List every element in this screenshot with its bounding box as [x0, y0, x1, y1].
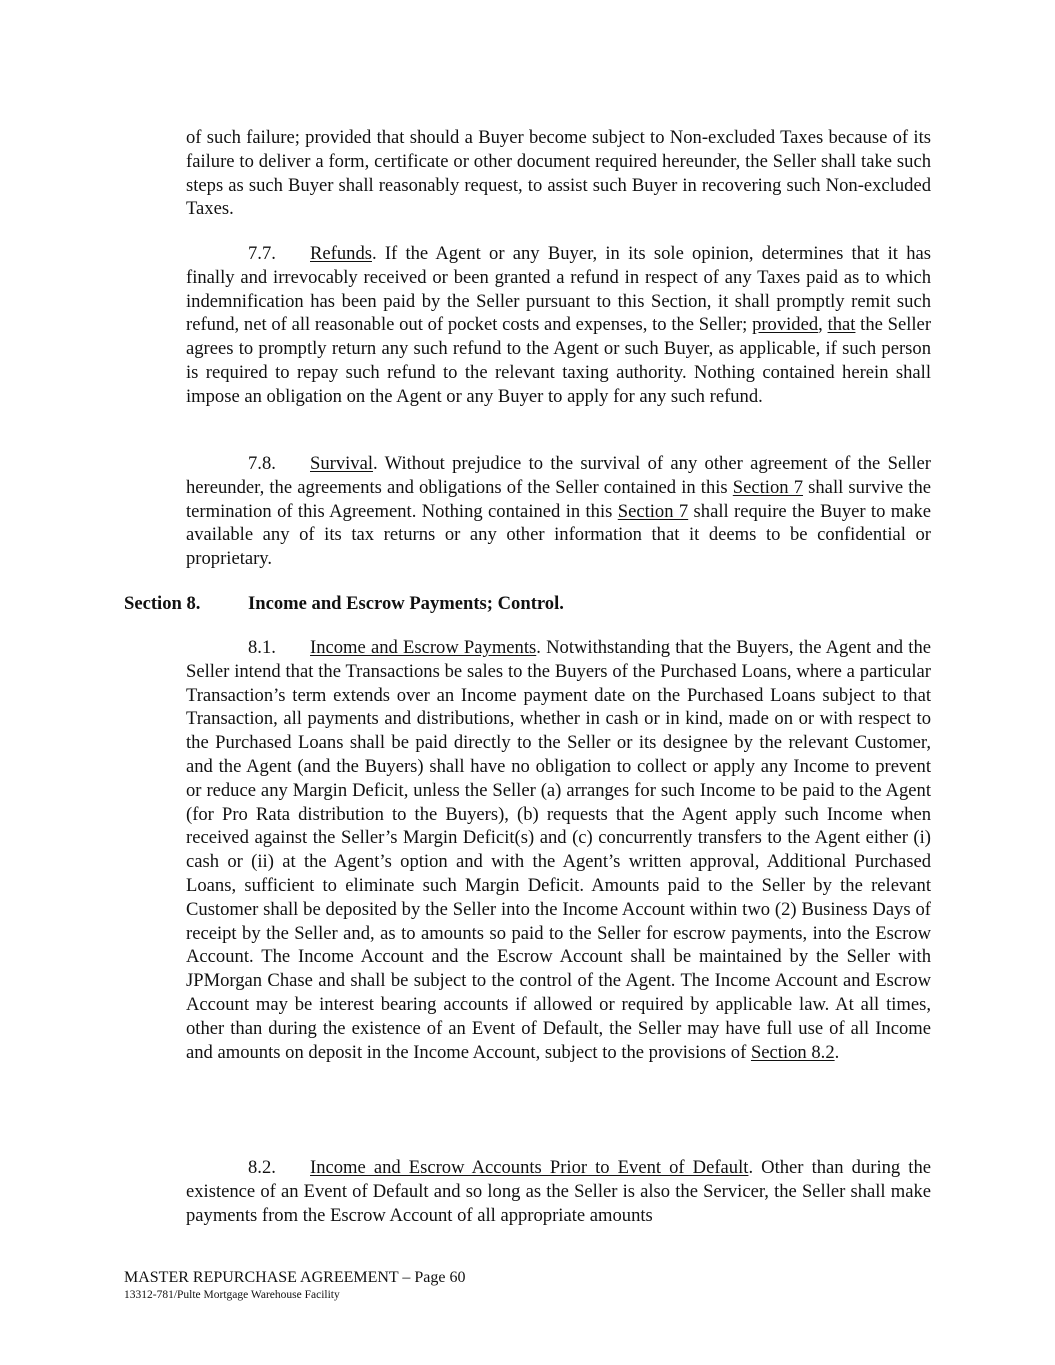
provided-term: provided: [752, 314, 819, 336]
section-7-7-title: Refunds: [310, 243, 372, 264]
footer-document-ref: 13312-781/Pulte Mortgage Warehouse Facility: [124, 1289, 340, 1301]
section-7-8-title: Survival: [310, 453, 374, 474]
section-8-2-title: Income and Escrow Accounts Prior to Event of Default: [310, 1157, 749, 1178]
section-8-1-number: 8.1.: [248, 637, 276, 658]
section-8-2: 8.2. Income and Escrow Accounts Prior to Event of Default. Other than during the existence of an Event of Default and so long as the Seller is also the Servicer, the Seller shall make payments from the Escrow Account of all appropriate amounts: [186, 1157, 931, 1226]
section-8-2-reference: Section 8.2: [750, 1041, 835, 1063]
section-7-reference: Section 7: [732, 476, 804, 498]
section-8-heading: [124, 592, 564, 616]
section-8-1-title: Income and Escrow Payments: [310, 637, 537, 658]
footer-title: MASTER REPURCHASE AGREEMENT – Page 60: [124, 1269, 466, 1286]
section-8-2-number: 8.2.: [248, 1157, 276, 1178]
section-7-7: 7.7. Refunds. If the Agent or any Buyer, in its sole opinion, determines that it has finally and irrevocably received or been granted a refund in respect of any Taxes paid as to which indemnification has been paid by the Seller pursuant to this Section, it shall promptly remit such refund, net of all reasonable out of pocket costs and expenses, to the Seller; provided, that the Seller agrees to promptly return any such refund to the Agent or such Buyer, as applicable, if such person is required to repay such refund to the relevant taxing authority. Nothing contained herein shall impose an obligation on the Agent or any Buyer to apply for any such refund.: [186, 243, 932, 407]
section-7-reference: Section 7: [617, 500, 689, 522]
that-term: that: [827, 314, 856, 336]
section-7-7-number: 7.7.: [248, 243, 276, 264]
section-7-8-number: 7.8.: [248, 453, 276, 474]
paragraph-intro: of such failure; provided that should a Buyer become subject to Non-excluded Taxes because of its failure to deliver a form, certificate or other document required hereunder, the Seller shall take such steps as such Buyer shall reasonably request, to assist such Buyer in recovering such Non-excluded Taxes.: [186, 127, 931, 220]
section-7-8: 7.8. Survival. Without prejudice to the survival of any other agreement of the Seller hereunder, the agreements and obligations of the Seller contained in this Section 7 shall survive the termination of this Agreement. Nothing contained in this Section 7 shall require the Buyer to make available any of its tax returns or any other information that it deems to be confidential or proprietary.: [186, 453, 932, 570]
section-8-number: Section 8.: [124, 593, 201, 614]
page-footer: [124, 1268, 466, 1302]
section-8-title: Income and Escrow Payments; Control.: [248, 593, 564, 614]
section-8-1: 8.1. Income and Escrow Payments. Notwithstanding that the Buyers, the Agent and the Seller intend that the Transactions be sales to the Buyers of the Purchased Loans, where a particular Transaction’s term extends over an Income payment date on the Purchased Loans subject to that Transaction, all payments and distributions, whether in cash or in kind, made on or with respect to the Purchased Loans shall be paid directly to the Seller or its designee by the relevant Customer, and the Agent (and the Buyers) shall have no obligation to collect or apply any Income to prevent or reduce any Margin Deficit, unless the Seller (a) arranges for such Income to be paid to the Agent (for Pro Rata distribution to the Buyers), (b) requests that the Agent apply such Income when received against the Seller’s Margin Deficit(s) and (c) concurrently transfers to the Agent either (i) cash or (ii) at the Agent’s option and with the Agent’s written approval, Additional Purchased Loans, sufficient to eliminate such Margin Deficit. Amounts paid to the Seller by the relevant Customer shall be deposited by the Seller into the Income Account within two (2) Business Days of receipt by the Seller and, as to amounts so paid to the Seller for escrow payments, into the Escrow Account. The Income Account and the Escrow Account shall be maintained by the Seller with JPMorgan Chase and shall be subject to the control of the Agent. The Income Account and Escrow Account may be interest bearing accounts if allowed or required by applicable law. At all times, other than during the existence of an Event of Default, the Seller may have full use of all Income and amounts on deposit in the Income Account, subject to the provisions of Section 8.2.: [186, 637, 931, 1063]
